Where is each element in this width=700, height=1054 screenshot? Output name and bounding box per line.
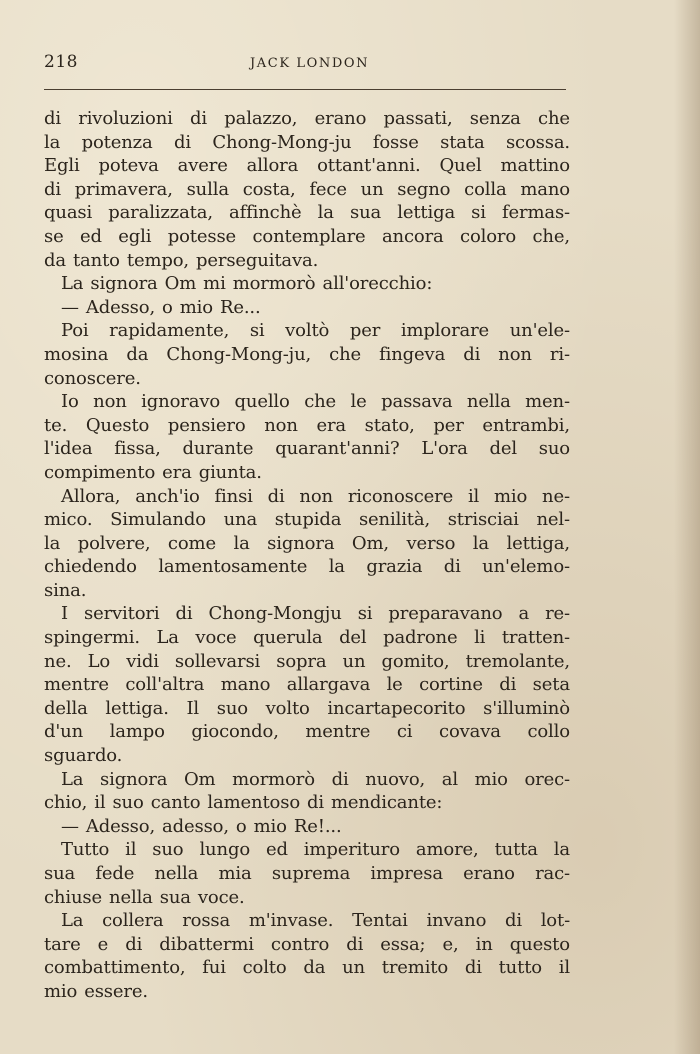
text-line: Allora, anch'io finsi di non riconoscere il mio ne- — [61, 485, 570, 507]
header-rule — [44, 89, 566, 90]
text-line: di primavera, sulla costa, fece un segno colla mano — [44, 178, 570, 200]
text-line: La signora Om mi mormorò all'orecchio: — [61, 273, 433, 295]
text-line: della lettiga. Il suo volto incartapecorito s'illuminò — [44, 697, 570, 719]
text-line: la potenza di Chong-Mong-ju fosse stata scossa. — [44, 131, 570, 153]
text-line: mosina da Chong-Mong-ju, che fingeva di non ri- — [44, 343, 570, 365]
text-line: compimento era giunta. — [44, 461, 262, 483]
text-line: mio essere. — [44, 980, 148, 1002]
text-line: chiedendo lamentosamente la grazia di un'elemo- — [44, 556, 570, 578]
text-line: spingermi. La voce querula del padrone li tratten- — [44, 627, 570, 649]
text-line: da tanto tempo, perseguitava. — [44, 249, 319, 271]
page-number: 218 — [44, 52, 78, 72]
text-line: Tutto il suo lungo ed imperituro amore, tutta la — [61, 839, 570, 861]
text-line: conoscere. — [44, 367, 141, 389]
text-line: Egli poteva avere allora ottant'anni. Quel mattino — [44, 155, 570, 177]
text-line: mico. Simulando una stupida senilità, strisciai nel- — [44, 509, 570, 531]
page-edge-shadow — [674, 0, 700, 1054]
text-line: combattimento, fui colto da un tremito di tutto il — [44, 957, 570, 979]
text-line: mentre coll'altra mano allargava le cortine di seta — [44, 674, 570, 696]
text-line: sina. — [44, 579, 87, 601]
running-head: JACK LONDON — [250, 56, 370, 71]
text-line: — Adesso, o mio Re... — [61, 296, 261, 318]
text-line: se ed egli potesse contemplare ancora coloro che, — [44, 225, 570, 247]
text-line: Io non ignoravo quello che le passava nella men- — [61, 391, 570, 413]
text-line: La collera rossa m'invase. Tentai invano di lot- — [61, 910, 570, 932]
text-line: te. Questo pensiero non era stato, per entrambi, — [44, 414, 570, 436]
page-header — [44, 52, 568, 82]
text-line: tare e di dibattermi contro di essa; e, in questo — [44, 933, 570, 955]
text-line: quasi paralizzata, affinchè la sua lettiga si fermas- — [44, 202, 570, 224]
text-line: sua fede nella mia suprema impresa erano rac- — [44, 863, 570, 884]
text-line: La signora Om mormorò di nuovo, al mio orec- — [61, 768, 570, 790]
text-line: ne. Lo vidi sollevarsi sopra un gomito, tremolante, — [44, 650, 570, 672]
text-line: chio, il suo canto lamentoso di mendicante: — [44, 792, 443, 814]
text-line: la polvere, come la signora Om, verso la lettiga, — [44, 532, 570, 554]
text-line: — Adesso, adesso, o mio Re!... — [61, 815, 342, 837]
text-line: chiuse nella sua voce. — [44, 886, 245, 908]
text-line: I servitori di Chong-Mongju si preparavano a re- — [61, 603, 570, 625]
text-line: di rivoluzioni di palazzo, erano passati, senza che — [44, 108, 570, 129]
text-line: Poi rapidamente, si voltò per implorare un'ele- — [61, 320, 570, 342]
text-line: sguardo. — [44, 745, 123, 767]
body-text — [44, 107, 570, 1004]
text-line: l'idea fissa, durante quarant'anni? L'ora del suo — [44, 438, 570, 460]
text-line: d'un lampo giocondo, mentre ci covava collo — [44, 721, 570, 743]
